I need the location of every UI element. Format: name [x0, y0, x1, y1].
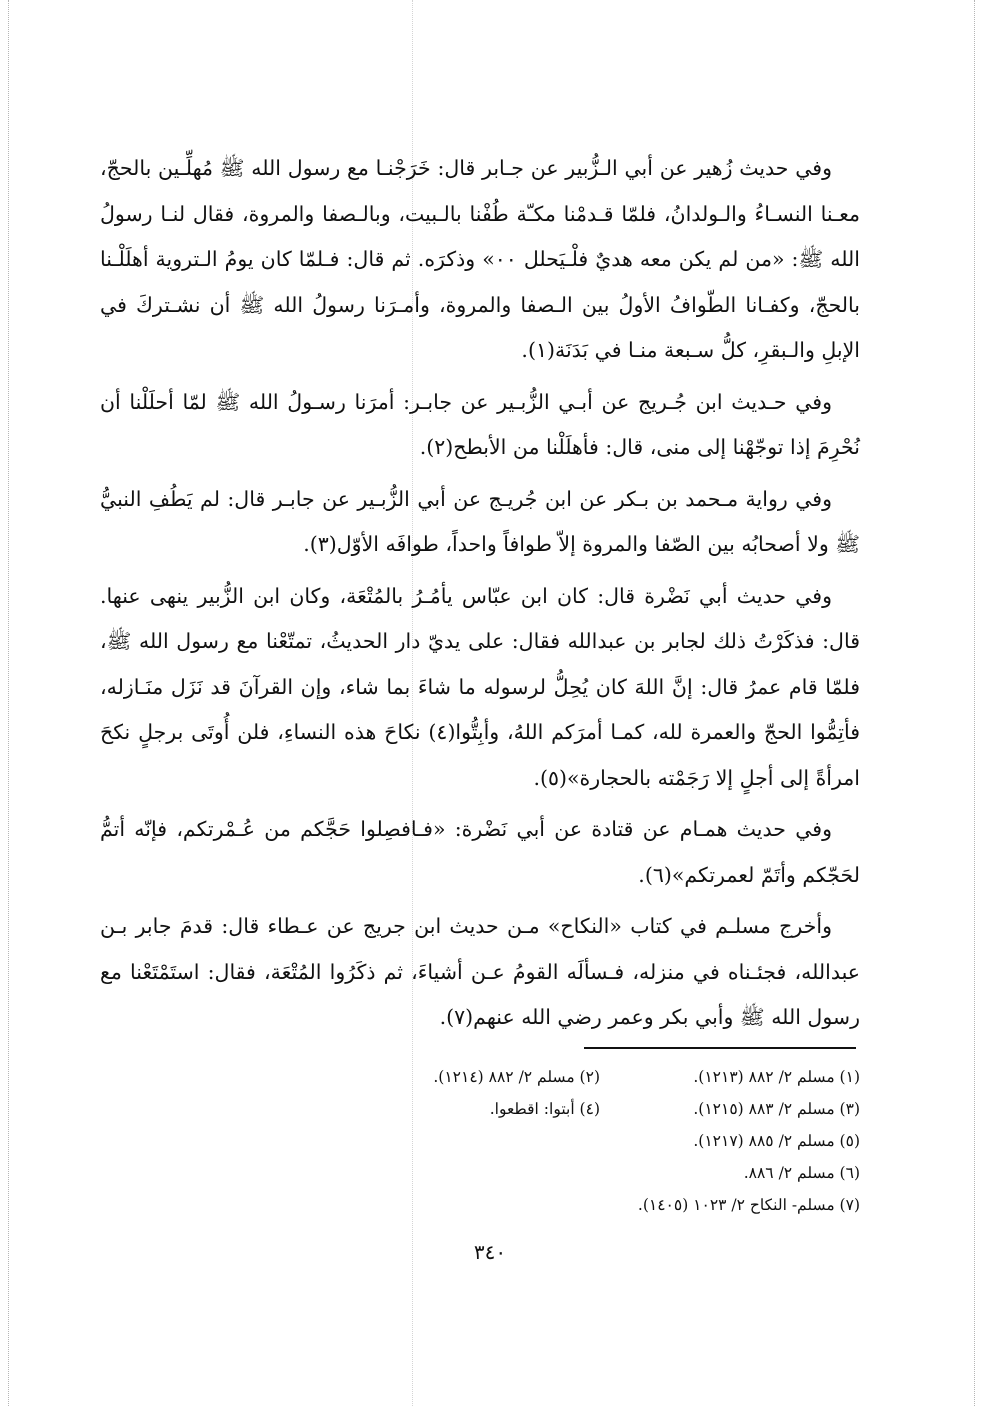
footnote-4: (٤) أبتوا: اقطعوا.	[489, 1100, 600, 1118]
scan-edge-left	[8, 0, 9, 1406]
footnote-2: (٢) مسلم ٢/ ٨٨٢ (١٢١٤).	[433, 1068, 600, 1086]
paragraph-ibn-jurayj-hadith: وفي حـديث ابن جُـريج عن أبـي الزُّبـير عن جابـر: أمرَنا رسـولُ الله ﷺ لمّا أحلَلْنا أن نُحْرِمَ إذا توجّهْنا إلى منى، قال: فأهلَلْنا من الأبطح(٢).	[100, 389, 860, 459]
paragraph-muslim-nikah: وأخرج مسلـم في كتاب «النكاح» مـن حديث ابن جريج عن عـطاء قال: قدمَ جابر بـن عبدالله، فجئـناه في منزله، فـسألَه القومُ عـن أشياءَ، ثم ذكَرُوا المُتْعَة، فقال: استَمْتَعْنا مع رسول الله ﷺ وأبي بكر وعمر رضي الله عنهم(٧).	[100, 914, 860, 1029]
page-number: ٣٤٠	[473, 1240, 507, 1264]
scan-edge-right	[974, 0, 975, 1406]
footnotes	[340, 1063, 860, 1219]
footnote-6: (٦) مسلم ٢/ ٨٨٦.	[743, 1164, 860, 1182]
footnote-5: (٥) مسلم ٢/ ٨٨٥ (١٢١٧).	[693, 1132, 860, 1150]
footnote-7: (٧) مسلم- النكاح ٢/ ١٠٢٣ (١٤٠٥).	[637, 1196, 860, 1214]
paragraph-hammam-hadith: وفي حديث همـام عن قتادة عن أبي نَضْرة: «فـافصِلوا حَجَّكم من عُـمْرتكم، فإنّه أتمُّ لحَجّكم وأتَمّ لعمرتكم»(٦).	[100, 817, 860, 887]
paragraph-zuhair-hadith: وفي حديث زُهير عن أبي الـزُّبير عن جـابر قال: خَرَجْنـا مع رسول الله ﷺ مُهلِّـين بالحجّ، معـنا النسـاءُ والـولدانُ، فلمّا قـدمْنا مكـّة طُفْنا بالـبيت، وبالـصفا والمروة، فقال لنـا رسولُ الله ﷺ: «من لم يكن معه هديٌ فلْـيَحلل ٠٠» وذكرَه. ثم قال: فـلمّا كان يومُ الـتروية أهلَلْـنا بالحجّ، وكفـانا الطّوافُ الأولُ بين الـصفا والمروة، وأمـرَنا رسولُ الله ﷺ أن نشـتركَ في الإبلِ والـبقرِ، كلُّ سـبعة منـا في بَدَنَة(١).	[100, 156, 860, 362]
paragraph-abu-nadra-hadith: وفي حديث أبي نَضْرة قال: كان ابن عبّاس يأمُـرُ بالمُتْعَة، وكان ابن الزُّبير ينهى عنها. قال: فذكَرْتُ ذلك لجابر بن عبدالله فقال: على يديّ دار الحديثُ، تمتّعْنا مع رسول الله ﷺ، فلمّا قام عمرُ قال: إنَّ اللهَ كان يُحِلُّ لرسوله ما شاءَ بما شاء، وإن القرآنَ قد نَزَل منَـازله، فأتِمُّوا الحجّ والعمرة لله، كمـا أمرَكم اللهُ، وأبِتُّوا(٤) نكاحَ هذه النساءِ، فلن أُوتَى برجلٍ نكحَ امرأةً إلى أجلٍ إلا رَجَمْته بالحجارة»(٥).	[100, 583, 860, 790]
footnote-3: (٣) مسلم ٢/ ٨٨٣ (١٢١٥).	[693, 1100, 860, 1118]
page-body	[100, 146, 860, 1047]
paragraph-muhammad-bin-bakr-narration: وفي رواية مـحمد بن بـكر عن ابن جُريـج عن أبي الزُّبـير عن جابـر قال: لم يَطُفِ النبيُّ ﷺ ولا أصحابُه بين الصّفا والمروة إلاّ طوافاً واحداً، طوافَه الأوّل(٣).	[100, 486, 860, 556]
footnote-1: (١) مسلم ٢/ ٨٨٢ (١٢١٣).	[693, 1068, 860, 1086]
footnote-separator	[584, 1047, 856, 1049]
